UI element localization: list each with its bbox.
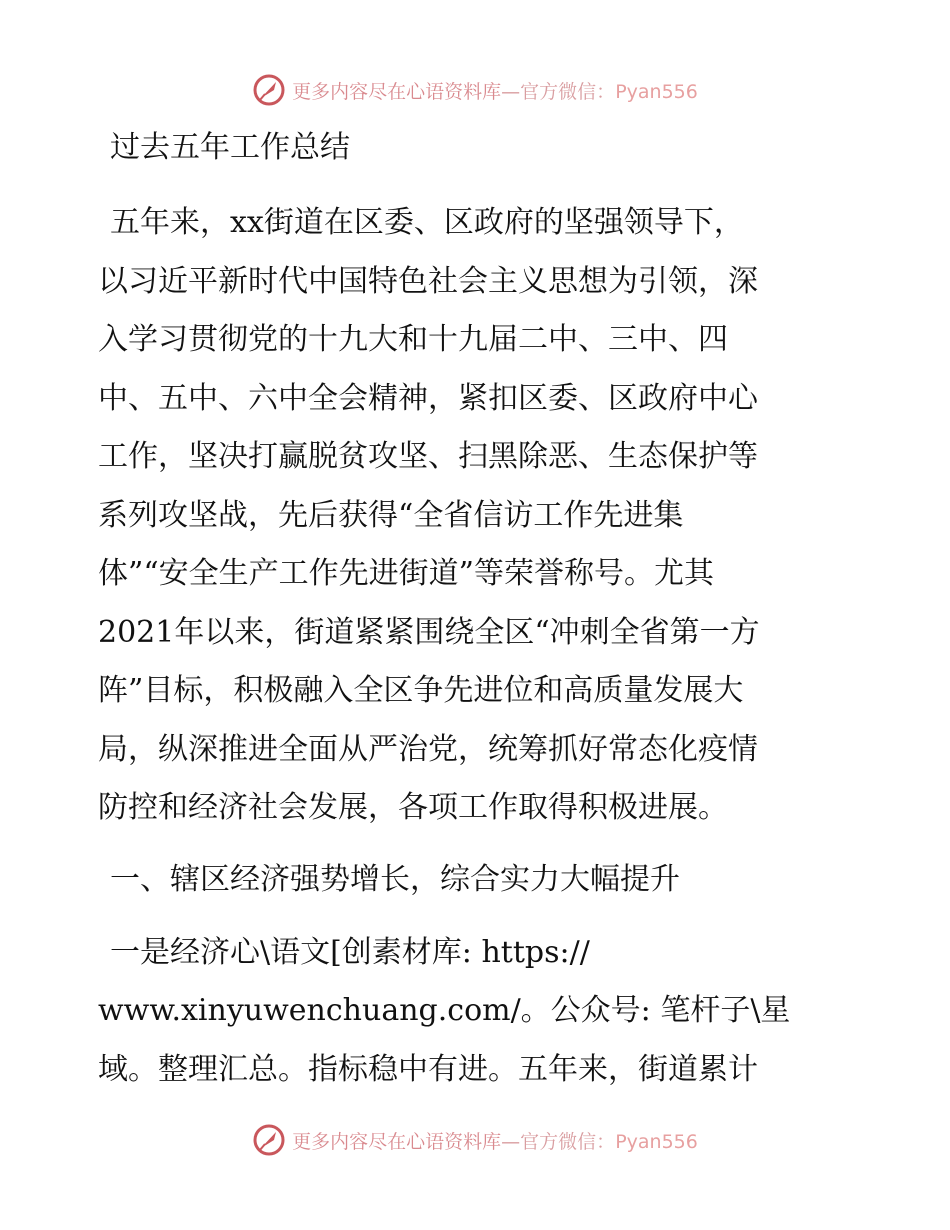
document-title: 过去五年工作总结 xyxy=(110,130,350,165)
watermark-account: Pyan556 xyxy=(615,80,698,103)
feather-logo-icon xyxy=(252,1123,286,1157)
paragraph-2 xyxy=(98,924,858,1100)
paragraph-line: 五年来，xx街道在区委、区政府的坚强领导下， xyxy=(110,205,744,240)
watermark-separator: —官方微信： xyxy=(501,1130,616,1153)
document-body xyxy=(98,124,858,1117)
feather-logo-icon xyxy=(252,73,286,107)
paragraph-line: 阵”目标，积极融入全区争先进位和高质量发展大 xyxy=(98,673,744,708)
paragraph-line: 中、五中、六中全会精神，紧扣区委、区政府中心 xyxy=(98,380,758,416)
paragraph-line: 域。整理汇总。指标稳中有进。五年来，街道累计 xyxy=(98,1051,758,1087)
watermark-text xyxy=(292,77,698,104)
watermark-brand: 更多内容尽在心语资料库 xyxy=(292,1130,502,1153)
watermark-text xyxy=(292,1127,698,1154)
paragraph-line: 体”“安全生产工作先进街道”等荣誉称号。尤其 xyxy=(98,556,715,591)
paragraph-line: 2021年以来，街道紧紧围绕全区“冲刺全省第一方 xyxy=(98,614,760,650)
watermark-brand: 更多内容尽在心语资料库 xyxy=(292,80,502,103)
paragraph-line: 以习近平新时代中国特色社会主义思想为引领，深 xyxy=(98,263,758,299)
paragraph-line: 工作，坚决打赢脱贫攻坚、扫黑除恶、生态保护等 xyxy=(98,439,758,474)
paragraph-1 xyxy=(98,194,858,838)
section-heading: 一、辖区经济强势增长，综合实力大幅提升 xyxy=(110,861,680,897)
paragraph-line: 入学习贯彻党的十九大和十九届二中、三中、四 xyxy=(98,322,728,357)
paragraph-line: 局，纵深推进全面从严治党，统筹抓好常态化疫情 xyxy=(98,731,758,767)
watermark-banner-bottom xyxy=(0,1120,950,1160)
paragraph-line: 系列攻坚战，先后获得“全省信访工作先进集 xyxy=(98,497,684,533)
watermark-separator: —官方微信： xyxy=(501,80,616,103)
paragraph-line: 一是经济心\语文[创素材库: https:// xyxy=(110,934,590,970)
paragraph-line: www.xinyuwenchuang.com/。公众号: 笔杆子\星 xyxy=(98,993,791,1028)
watermark-banner-top xyxy=(0,70,950,110)
paragraph-line: 防控和经济社会发展，各项工作取得积极进展。 xyxy=(98,790,728,825)
watermark-account: Pyan556 xyxy=(615,1130,698,1153)
